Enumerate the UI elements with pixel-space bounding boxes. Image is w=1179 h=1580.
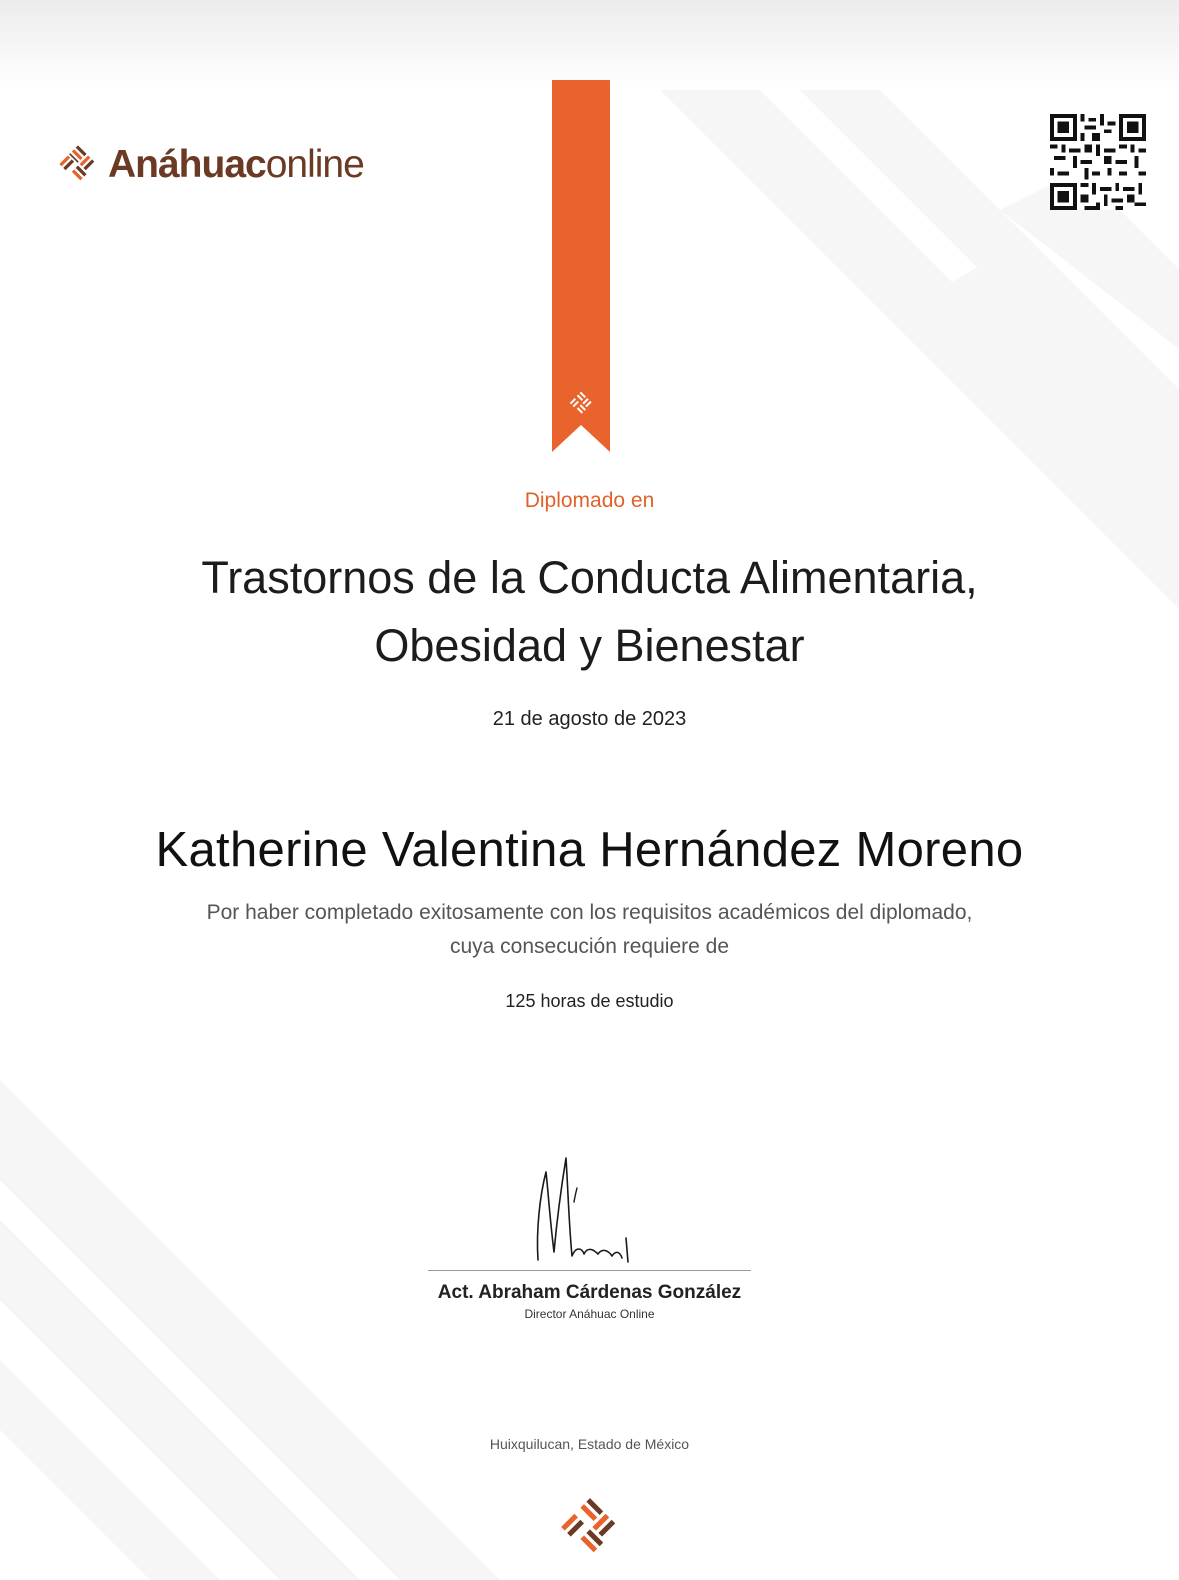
completion-statement (0, 896, 1179, 964)
handwritten-signature (520, 1150, 640, 1280)
brand-name-bold: Anáhuac (108, 142, 266, 186)
anahuac-woven-mark-icon (56, 142, 100, 186)
recipient-name: Katherine Valentina Hernández Moreno (155, 823, 1024, 877)
program-title (0, 544, 1179, 680)
ribbon-bookmark-icon (552, 80, 610, 452)
signature-line (428, 1270, 751, 1271)
program-title-line1: Trastornos de la Conducta Alimentaria, (201, 552, 978, 603)
completion-statement-line2: cuya consecución requiere de (449, 935, 729, 958)
qr-code-icon (1050, 114, 1146, 210)
brand-name (108, 142, 364, 186)
program-title-line2: Obesidad y Bienestar (374, 620, 805, 671)
anahuac-woven-mark-icon (556, 1493, 624, 1561)
issue-date: 21 de agosto de 2023 (492, 708, 687, 730)
study-hours: 125 horas de estudio (505, 991, 674, 1011)
program-type-label: Diplomado en (524, 489, 655, 512)
signatory-title: Director Anáhuac Online (524, 1307, 655, 1321)
signatory-name: Act. Abraham Cárdenas González (437, 1282, 742, 1303)
brand-name-light: online (265, 142, 364, 186)
brand-logo (56, 142, 364, 186)
issue-location: Huixquilucan, Estado de México (489, 1436, 690, 1452)
completion-statement-line1: Por haber completado exitosamente con los requisitos académicos del diplomado, (206, 901, 973, 924)
